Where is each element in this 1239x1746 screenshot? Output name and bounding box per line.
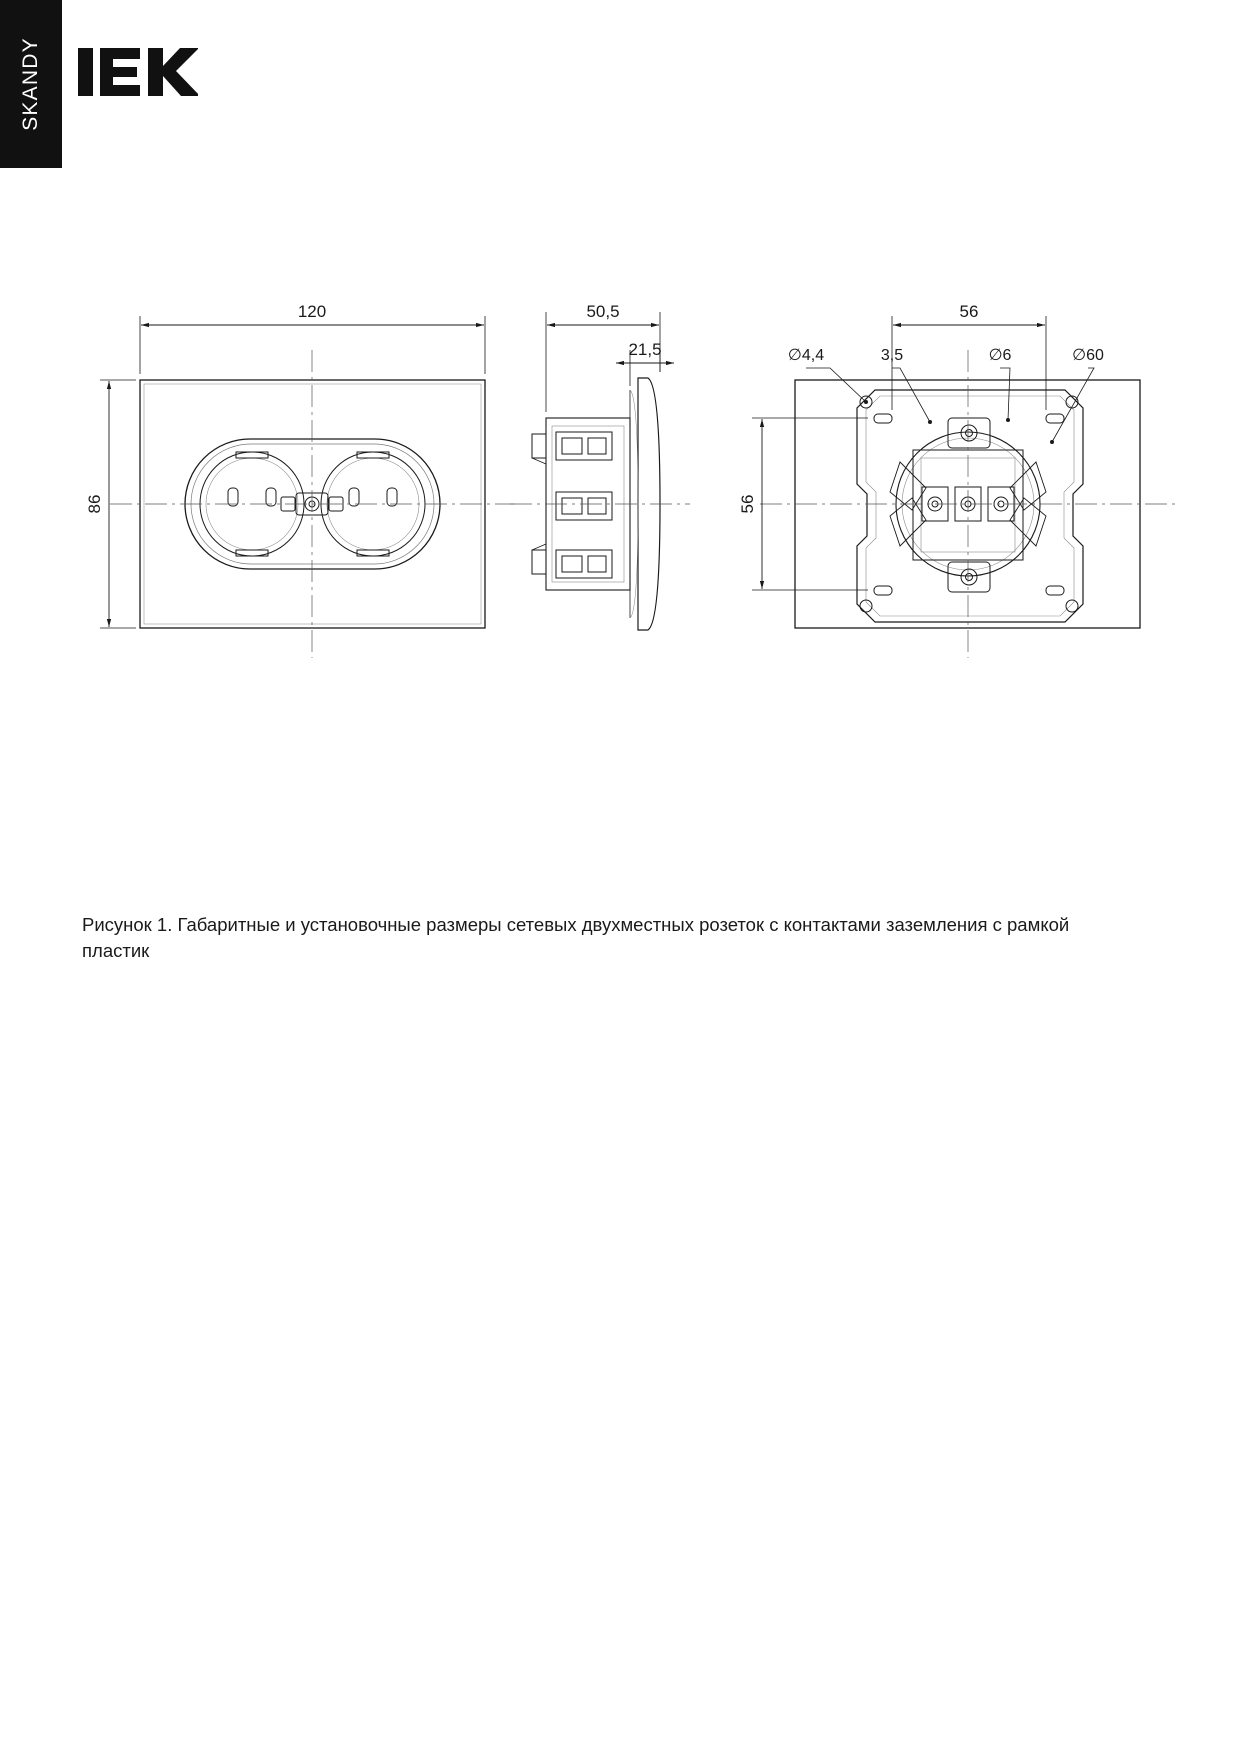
technical-drawing <box>0 250 1239 670</box>
figure-caption: Рисунок 1. Габаритные и установочные размеры сетевых двухместных розеток с контактами заземления с рамкой пластик <box>82 914 1070 962</box>
page-header <box>0 0 1239 170</box>
dimension-label-4-4: ∅4,4 <box>787 347 825 364</box>
dimension-label-86: 86 <box>85 494 104 514</box>
dimension-label-3-5: 3,5 <box>880 347 904 364</box>
dimension-diameter-6 <box>989 347 1012 422</box>
dimension-label-6: ∅6 <box>988 347 1012 364</box>
dimension-width-56 <box>892 302 1046 410</box>
dimension-label-56-width: 56 <box>959 302 979 321</box>
iek-logo <box>78 44 198 100</box>
drawing-svg <box>0 250 1239 670</box>
iek-logo-icon <box>78 42 198 102</box>
mounting-view <box>738 302 1175 658</box>
brand-sidebar-block <box>0 0 62 168</box>
dimension-width-120 <box>140 302 485 374</box>
dimension-label-60: ∅60 <box>1072 347 1104 364</box>
front-view <box>85 302 515 658</box>
dimension-label-21-5: 21,5 <box>628 340 662 359</box>
dimension-diameter-60 <box>1050 347 1104 444</box>
dimension-depth-21-5 <box>616 340 674 386</box>
dimension-label-50-5: 50,5 <box>586 302 620 321</box>
dimension-diameter-4-4 <box>788 347 868 404</box>
dimension-distance-3-5 <box>881 347 932 424</box>
dimension-label-120: 120 <box>297 302 327 321</box>
dimension-label-56-height: 56 <box>738 494 757 514</box>
brand-series-label: SKANDY <box>19 37 42 131</box>
side-view <box>510 302 690 630</box>
